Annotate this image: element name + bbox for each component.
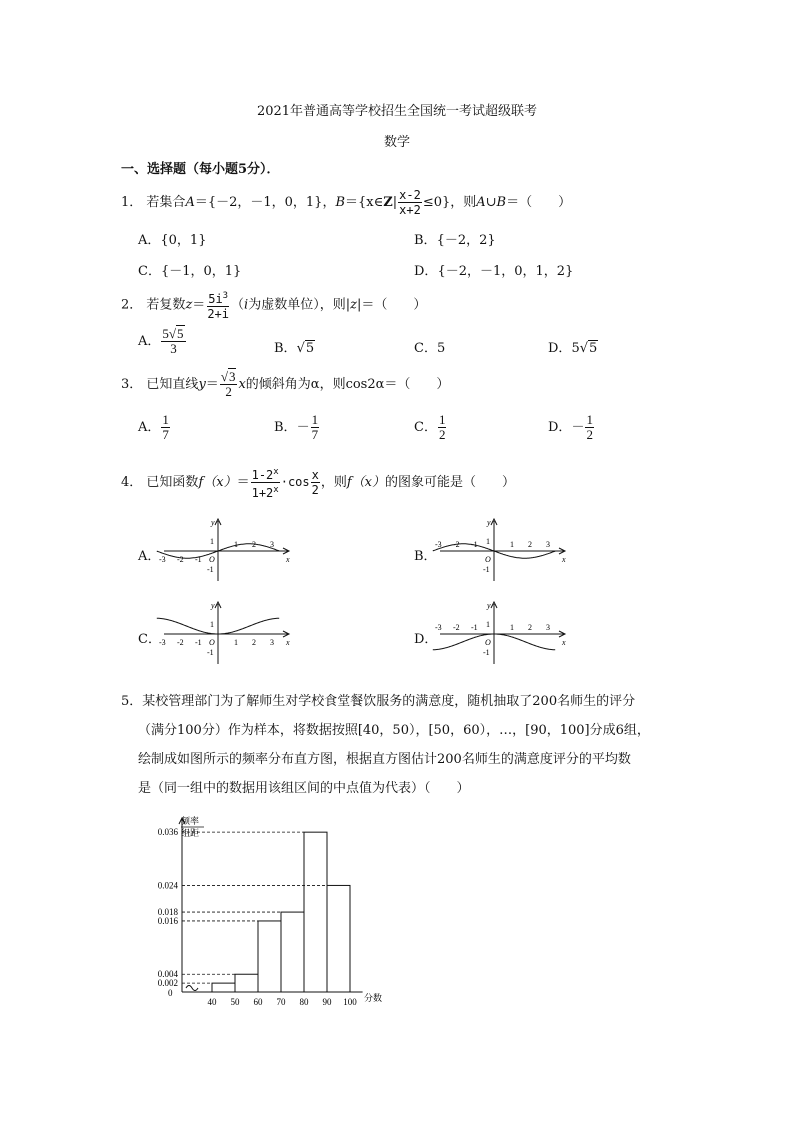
option-label: B．: [414, 233, 437, 248]
histogram-bar: [235, 974, 258, 992]
y-tick-1: 1: [210, 620, 214, 629]
origin-label: 0: [168, 988, 173, 998]
x-tick-label: -1: [471, 623, 478, 632]
histogram-chart: [140, 810, 400, 1010]
frac-den: 7: [162, 427, 169, 442]
q4-frac-num: [251, 465, 280, 483]
subject-title: 数学: [383, 135, 410, 150]
x-tick-label: -3: [435, 623, 442, 632]
option-label: B．: [274, 420, 297, 435]
q2-option-a[interactable]: [138, 327, 187, 356]
question-2: [121, 289, 426, 321]
origin-label: O: [209, 638, 215, 647]
q3-tail: 的倾斜角为α，则cos2α＝（ ）: [245, 377, 450, 392]
q2-eq: ＝: [192, 297, 206, 313]
x-tick-label: 100: [343, 997, 357, 1007]
question-1: [121, 188, 571, 217]
option-fraction: [161, 327, 185, 356]
question-5-line-2: （满分100分）作为样本，将数据按照[40，50），[50，60），…，[90，100]分成6组，: [138, 723, 650, 738]
y-tick-label: 0.002: [157, 978, 178, 989]
q3-var-x: x: [238, 377, 246, 392]
q1-option-a[interactable]: [138, 229, 206, 248]
q4-option-d-label[interactable]: D．: [414, 632, 438, 647]
q1-fraction: [398, 188, 422, 217]
x-tick-label: -3: [159, 555, 166, 564]
q1-set-b-open: ＝{x∈: [345, 195, 384, 210]
question-5-line-3: 绘制成如图所示的频率分布直方图，根据直方图估计200名师生的满意度评分的平均数: [138, 752, 631, 767]
q4-stem: 已知函数: [146, 475, 199, 490]
axis-break: [186, 986, 198, 991]
histogram-bar: [258, 921, 281, 992]
q2-num-sup: 3: [222, 291, 229, 301]
q4-option-a-label[interactable]: A．: [138, 549, 161, 564]
x-tick-label: 80: [299, 997, 309, 1007]
q4-graph-a[interactable]: [160, 515, 295, 587]
y-tick-neg-1: -1: [207, 565, 214, 574]
option-frac-den: 3: [170, 341, 177, 356]
y-tick-neg-1: -1: [483, 565, 490, 574]
y-label-top: 频率: [181, 816, 200, 826]
coef: 5: [571, 341, 580, 356]
q4-graph-d[interactable]: [436, 598, 571, 670]
x-axis-label: x: [562, 555, 566, 564]
q3-option-d[interactable]: [548, 413, 595, 442]
q3-option-c[interactable]: [414, 413, 447, 442]
x-tick-label: 40: [207, 997, 217, 1007]
x-tick-label: 1: [510, 623, 514, 632]
frac-den: 7: [311, 427, 319, 442]
histogram-bar: [327, 885, 350, 992]
option-label: D．: [548, 341, 572, 356]
q4-frac2-den: 2: [311, 483, 319, 497]
q1-blank: ＝（ ）: [506, 195, 572, 210]
frac-num: 1: [162, 412, 169, 427]
q5-line-1-text: 某校管理部门为了解师生对学校食堂餐饮服务的满意度，随机抽取了200名师生的评分: [142, 694, 636, 709]
origin-label: O: [209, 555, 215, 564]
question-5-line-1: [121, 690, 635, 709]
q4-fraction: [251, 465, 280, 500]
x-tick-label: 3: [270, 540, 274, 549]
x-tick-label: -2: [177, 555, 184, 564]
q1-option-b[interactable]: [414, 229, 496, 248]
frac-num: 1: [311, 412, 319, 427]
x-tick-label: -3: [159, 638, 166, 647]
q2-option-b[interactable]: B．√5: [274, 341, 315, 356]
histogram-bar: [304, 832, 327, 992]
x-axis-label: x: [286, 638, 290, 647]
question-3: [121, 370, 449, 399]
q1-var-b: B: [335, 195, 346, 210]
q2-option-c[interactable]: [414, 337, 445, 356]
root: 5: [177, 326, 184, 341]
exam-title: 2021年普通高等学校招生全国统一考试超级联考: [256, 104, 538, 119]
y-tick-label: 0.016: [157, 915, 178, 926]
histogram-bar: [212, 983, 235, 992]
y-tick-label: 0.024: [157, 880, 178, 891]
y-tick-neg-1: -1: [483, 648, 490, 657]
q4-eq: ＝: [236, 475, 250, 490]
y-axis-label: y: [487, 518, 491, 527]
x-axis-label: 分数: [364, 993, 383, 1003]
q2-frac-den: 2+i: [207, 307, 229, 321]
q2-paren: （: [231, 297, 245, 313]
x-tick-label: 1: [234, 540, 238, 549]
x-tick-label: 1: [234, 638, 238, 647]
x-tick-label: -1: [195, 638, 202, 647]
q3-frac-num: √3: [220, 369, 236, 384]
x-axis-label: x: [562, 638, 566, 647]
q4-cos: ·cos: [280, 475, 310, 489]
y-axis-label: y: [211, 518, 215, 527]
frac-num: 1: [438, 412, 446, 427]
frac-num: 1: [586, 412, 593, 427]
question-5-line-4: 是（同一组中的数据用该组区间的中点值为代表）（ ）: [138, 781, 470, 796]
q2-fraction: [206, 289, 230, 321]
q3-stem: 已知直线: [146, 377, 199, 392]
q1-union: A∪B: [476, 195, 507, 210]
option-frac-num: 5√5: [162, 326, 184, 341]
option-label: D．: [548, 420, 572, 435]
q3-fraction: [220, 370, 238, 399]
q5-number: 5．: [121, 694, 143, 709]
q4-den-sup: x: [273, 485, 279, 495]
y-tick-label: 0.004: [157, 969, 178, 980]
sign: －: [571, 420, 585, 435]
option-fraction: [311, 413, 320, 442]
y-tick-label: 0.018: [157, 907, 178, 918]
y-tick-1: 1: [210, 537, 214, 546]
q2-option-d[interactable]: D．5√5: [548, 341, 598, 356]
q4-num-sup: x: [273, 467, 279, 477]
q1-frac-den: x+2: [399, 203, 421, 217]
option-text: {0，1}: [160, 233, 207, 248]
q2-number: 2．: [121, 297, 143, 313]
option-label: A．: [138, 334, 161, 349]
x-tick-label: -3: [435, 540, 442, 549]
x-tick-label: 60: [253, 997, 263, 1007]
q4-frac2-num: x: [311, 468, 319, 482]
q4-tail-b: 的图象可能是（ ）: [385, 475, 516, 490]
q1-set-z: Z: [383, 195, 393, 210]
x-tick-label: 1: [510, 540, 514, 549]
option-fraction: [438, 413, 447, 442]
x-tick-label: -2: [453, 540, 460, 549]
q2-stem: 若复数: [146, 297, 186, 313]
y-tick-label: 0.036: [157, 827, 178, 838]
q3-number: 3．: [121, 377, 143, 392]
q4-fraction-2: [311, 468, 320, 497]
q4-num-text: 1-2: [251, 468, 274, 482]
x-tick-label: 70: [276, 997, 286, 1007]
q4-graph-b[interactable]: [436, 515, 571, 587]
frac-den: 2: [586, 427, 593, 442]
q4-option-c-label[interactable]: C．: [138, 632, 161, 647]
q1-option-c[interactable]: [138, 260, 241, 279]
y-tick-1: 1: [486, 537, 490, 546]
q1-frac-num: x-2: [399, 188, 421, 202]
option-label: D．: [414, 264, 438, 279]
q3-eq: ＝: [205, 377, 219, 392]
y-tick-1: 1: [486, 620, 490, 629]
option-label: C．: [414, 420, 437, 435]
option-fraction: [161, 413, 170, 442]
x-tick-label: 3: [546, 623, 550, 632]
q4-number: 4．: [121, 475, 143, 490]
x-tick-label: -1: [471, 540, 478, 549]
x-tick-label: 3: [546, 540, 550, 549]
x-tick-label: -1: [195, 555, 202, 564]
q2-var-z: z: [185, 297, 193, 313]
option-text: {－2，2}: [436, 233, 496, 248]
q1-set-a: ＝{－2，－1，0，1}，: [194, 195, 336, 210]
q4-graph-c[interactable]: [160, 598, 295, 670]
option-text: 5: [436, 341, 446, 356]
q2-num-text: 5i: [208, 292, 223, 306]
frac-den: 2: [438, 427, 446, 442]
q4-den-text: 1+2: [251, 486, 274, 500]
option-text: {－1，0，1}: [160, 264, 242, 279]
root: 3: [228, 369, 236, 384]
q3-var-y: y: [198, 377, 206, 392]
q4-fx: f（x）: [198, 475, 237, 490]
q3-frac-den: 2: [225, 384, 232, 399]
x-tick-label: 90: [322, 997, 332, 1007]
x-tick-label: -2: [177, 638, 184, 647]
x-tick-label: 50: [230, 997, 240, 1007]
option-label: C．: [414, 341, 437, 356]
q3-option-b[interactable]: [274, 413, 320, 442]
q2-tail: |＝（ ）: [356, 297, 427, 313]
q1-stem: 若集合: [146, 195, 186, 210]
q4-tail-a: ，则: [320, 475, 347, 490]
x-tick-label: 2: [252, 638, 256, 647]
sign: －: [296, 420, 310, 435]
q2-frac-num: [207, 289, 229, 307]
origin-label: O: [485, 638, 491, 647]
root: 5: [305, 341, 315, 356]
option-text: {－2，－1，0，1，2}: [437, 264, 574, 279]
q1-var-a: A: [185, 195, 195, 210]
question-4: [121, 465, 515, 500]
x-tick-label: 2: [528, 540, 532, 549]
root: 5: [589, 341, 598, 356]
q1-number: 1．: [121, 195, 143, 210]
q2-paren-text: 为虚数单位），则|: [248, 297, 351, 313]
q1-set-bar: |: [392, 195, 398, 210]
option-label: A．: [138, 420, 161, 435]
x-tick-label: -2: [453, 623, 460, 632]
q1-option-d[interactable]: [414, 260, 573, 279]
y-axis-label: y: [211, 601, 215, 610]
section-heading: 一、选择题（每小题5分）．: [121, 162, 280, 177]
q4-fx2: f（x）: [346, 475, 386, 490]
option-fraction: [585, 413, 594, 442]
x-tick-label: 2: [252, 540, 256, 549]
x-axis-label: x: [286, 555, 290, 564]
option-label: A．: [138, 233, 161, 248]
y-label-bottom: 组距: [181, 828, 200, 838]
x-tick-label: 3: [270, 638, 274, 647]
histogram-bar: [281, 912, 304, 992]
y-tick-neg-1: -1: [207, 648, 214, 657]
y-axis-label: y: [487, 601, 491, 610]
option-label: C．: [138, 264, 161, 279]
x-tick-label: 2: [528, 623, 532, 632]
coef: 5: [162, 326, 169, 341]
q1-set-b-close: ≤0}，则: [422, 195, 477, 210]
option-label: B．: [274, 341, 297, 356]
q3-option-a[interactable]: [138, 413, 171, 442]
q4-frac-den: [251, 483, 280, 500]
q2-var-i: i: [244, 297, 249, 313]
q2-var-z2: z: [350, 297, 357, 313]
q4-option-b-label[interactable]: B．: [414, 549, 437, 564]
origin-label: O: [485, 555, 491, 564]
